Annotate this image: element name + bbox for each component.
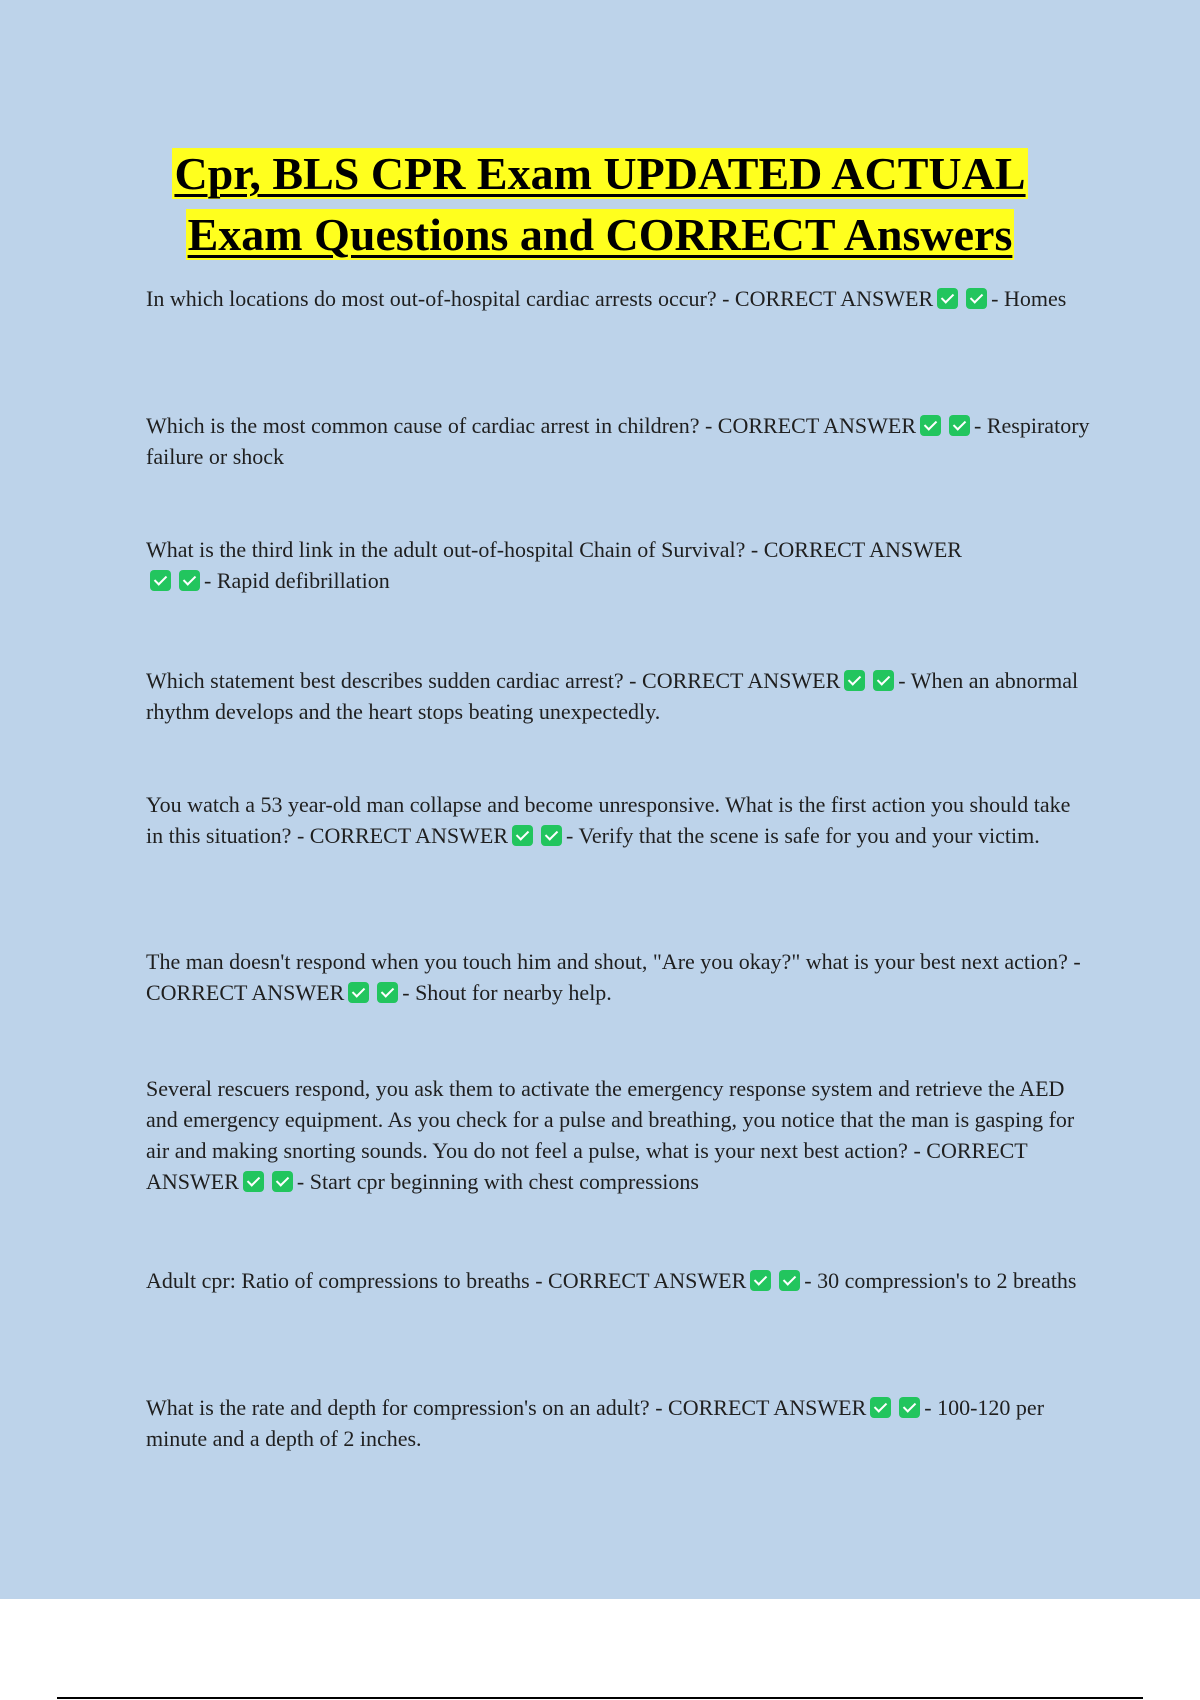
check-icon [870,1397,891,1418]
answer-text: - Shout for nearby help. [402,980,612,1005]
question-item [146,665,1091,727]
check-icon [920,415,941,436]
question-item [146,1392,1091,1454]
check-icon [541,825,562,846]
check-icon [949,415,970,436]
question-text: What is the third link in the adult out-of-hospital Chain of Survival? - [146,537,764,562]
answer-label: CORRECT ANSWER [763,537,962,562]
answer-label: CORRECT ANSWER [717,413,917,438]
question-text: Adult cpr: Ratio of compressions to breaths - [146,1268,549,1293]
question-text: What is the rate and depth for compression's on an adult? - [146,1395,669,1420]
answer-text: - 30 compression's to 2 breaths [804,1268,1077,1293]
check-icon [377,982,398,1003]
check-icon [937,288,958,309]
title-line-2: Exam Questions and CORRECT Answers [187,209,1013,260]
answer-text: - When an abnormal rhythm develops and the heart stops beating unexpectedly. [146,668,1079,724]
answer-text: - Respiratory failure or shock [146,413,1090,469]
check-icon [512,825,533,846]
answer-label: CORRECT ANSWER [146,980,345,1005]
check-icon [899,1397,920,1418]
answer-text: - Verify that the scene is safe for you and your victim. [566,823,1040,848]
question-text: Which statement best describes sudden cardiac arrest? - [146,668,643,693]
question-text: In which locations do most out-of-hospital cardiac arrests occur? - [146,286,735,311]
question-text: Several rescuers respond, you ask them to activate the emergency response system and retrieve the AED and emergency equipment. As you check for a pulse and breathing, you notice that the man is gasping for air and making snorting sounds. You do not feel a pulse, what is your next best action? - [146,1076,1075,1163]
question-item [146,534,966,596]
check-icon [873,670,894,691]
question-item [146,789,1091,851]
check-icon [150,570,171,591]
check-icon [844,670,865,691]
check-icon [179,570,200,591]
check-icon [243,1171,264,1192]
answer-label: CORRECT ANSWER [146,1138,1028,1194]
question-text: Which is the most common cause of cardiac arrest in children? - [146,413,718,438]
question-item [146,283,1091,314]
question-item [146,1265,1091,1296]
question-text: The man doesn't respond when you touch him and shout, "Are you okay?" what is your best next action? - [146,949,1081,974]
title-line-1: Cpr, BLS CPR Exam UPDATED ACTUAL [174,148,1026,199]
answer-label: CORRECT ANSWER [309,823,509,848]
question-text: You watch a 53 year-old man collapse and become unresponsive. What is the first action you should take in this situation? - [146,792,1071,848]
footer-divider [57,1697,1143,1699]
answer-label: CORRECT ANSWER [734,286,934,311]
question-item [146,946,1091,1008]
page-title [0,143,1200,265]
check-icon [779,1270,800,1291]
answer-text: - Homes [991,286,1067,311]
answer-text: - 100-120 per minute and a depth of 2 inches. [146,1395,1045,1451]
check-icon [966,288,987,309]
check-icon [348,982,369,1003]
answer-text: - Rapid defibrillation [204,568,390,593]
question-item [146,410,1091,472]
question-item [146,1073,1091,1197]
answer-label: CORRECT ANSWER [668,1395,867,1420]
check-icon [272,1171,293,1192]
answer-label: CORRECT ANSWER [548,1268,747,1293]
answer-text: - Start cpr beginning with chest compressions [296,1169,699,1194]
check-icon [750,1270,771,1291]
answer-label: CORRECT ANSWER [642,668,841,693]
